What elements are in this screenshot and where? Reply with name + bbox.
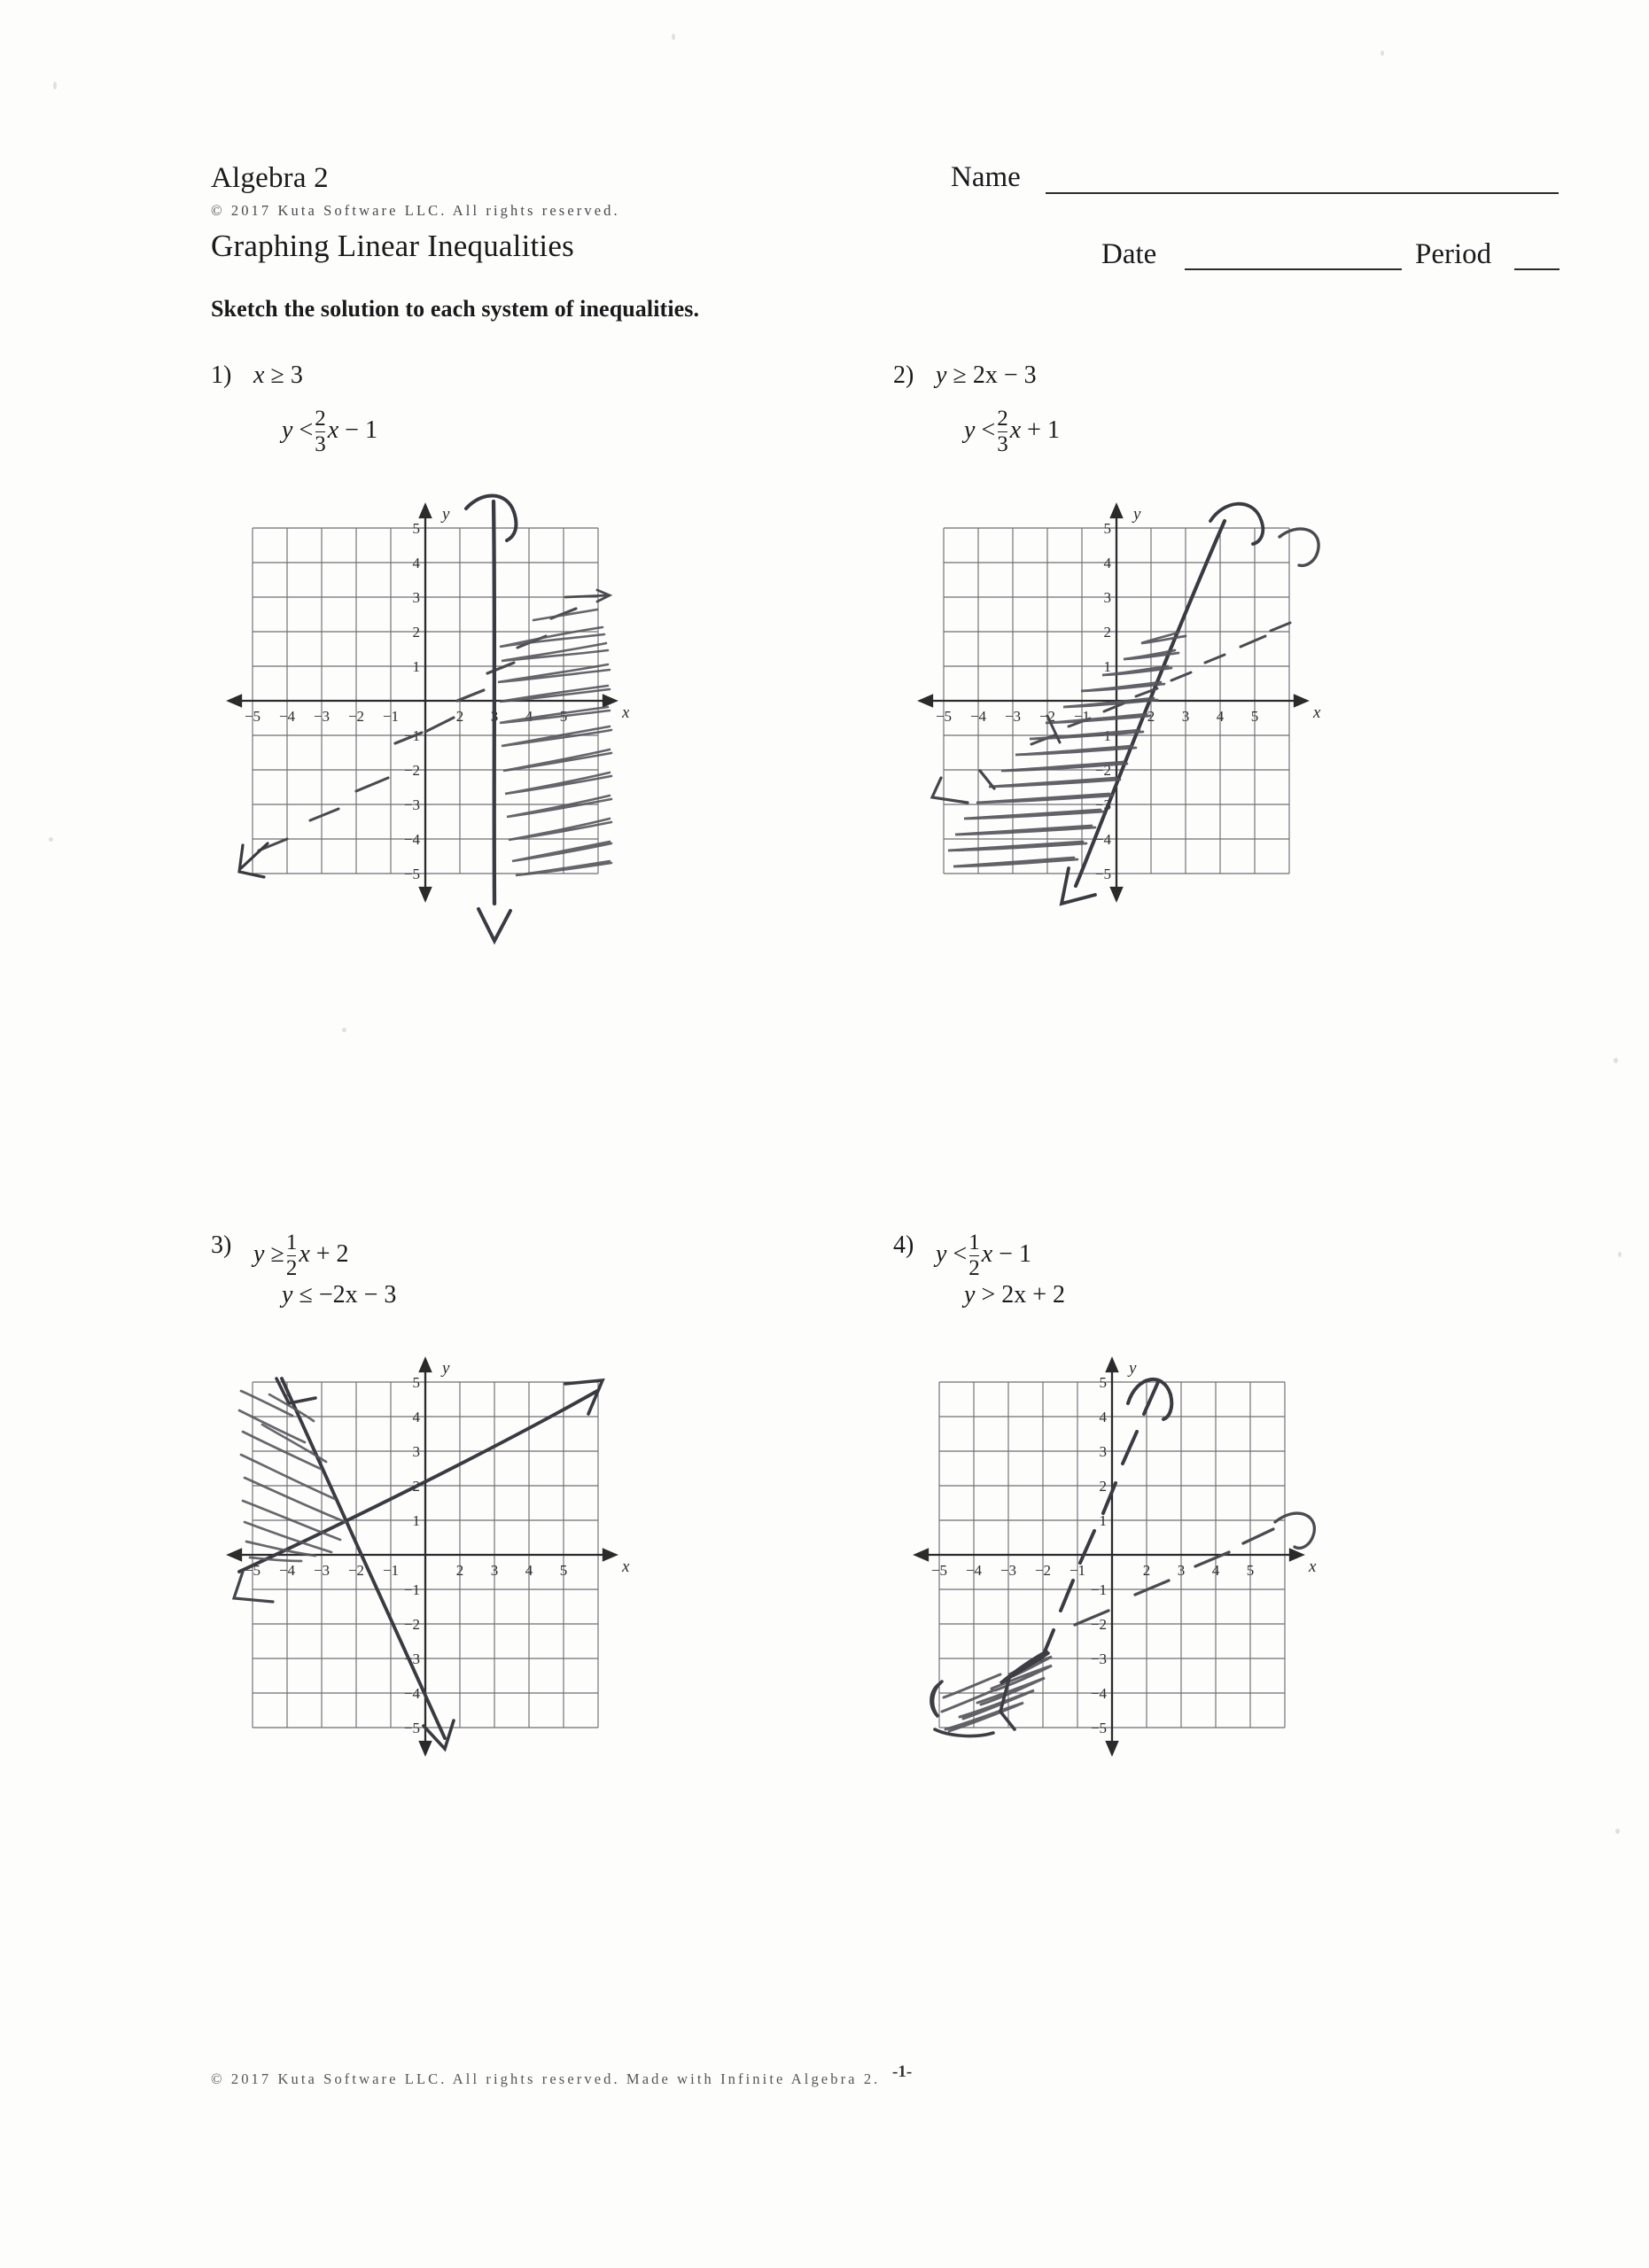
- svg-text:1: 1: [412, 658, 420, 675]
- date-input-rule[interactable]: [1185, 268, 1402, 270]
- scan-speck: [49, 837, 53, 842]
- svg-text:−3: −3: [313, 708, 331, 725]
- svg-text:−1: −1: [1069, 1562, 1086, 1579]
- boundary-arrowhead-lower: [239, 843, 268, 877]
- svg-text:4: 4: [1099, 1409, 1107, 1425]
- problem-3-inequality-2: y ≤ −2x − 3: [282, 1281, 397, 1309]
- svg-text:5: 5: [1246, 1562, 1255, 1579]
- svg-text:−4: −4: [1094, 831, 1111, 848]
- scan-speck: [1618, 1252, 1622, 1257]
- svg-text:−2: −2: [1090, 1616, 1107, 1633]
- fraction: $\frac{1}{2}$: [285, 1231, 298, 1280]
- svg-text:1: 1: [412, 1512, 420, 1529]
- problem-4-inequality-1: y < $\frac{1}{2}$ x − 1: [936, 1231, 1031, 1280]
- problem-4: [893, 1231, 1389, 1338]
- x-tick-labels: [931, 1562, 1254, 1579]
- svg-text:−5: −5: [244, 708, 261, 725]
- problem-3-number: 3): [211, 1231, 232, 1259]
- vertical-line-arrow-bottom: [478, 909, 510, 941]
- name-label: Name: [951, 161, 1021, 193]
- svg-text:−1: −1: [382, 1562, 400, 1579]
- svg-text:−5: −5: [1090, 1720, 1107, 1736]
- svg-text:4: 4: [525, 1562, 533, 1579]
- course-label: Algebra 2: [211, 162, 329, 194]
- dashed-boundary-line-shallow: [1075, 1529, 1273, 1625]
- svg-text:−2: −2: [347, 708, 365, 725]
- svg-text:1: 1: [1103, 658, 1111, 675]
- svg-text:2: 2: [455, 1562, 464, 1579]
- scan-speck: [342, 1028, 346, 1032]
- problem-1-inequality-1: x ≥ 3: [253, 361, 303, 389]
- svg-text:−4: −4: [403, 831, 420, 848]
- svg-text:5: 5: [559, 1562, 568, 1579]
- svg-text:−4: −4: [965, 1562, 983, 1579]
- svg-text:−4: −4: [278, 1562, 296, 1579]
- problem-4-inequality-2: y > 2x + 2: [964, 1281, 1066, 1309]
- problem-2: [893, 361, 1389, 468]
- svg-text:3: 3: [1177, 1562, 1186, 1579]
- x-tick-labels: [245, 1562, 567, 1579]
- scan-speck: [1614, 1058, 1618, 1063]
- svg-text:5: 5: [412, 520, 420, 537]
- svg-text:5: 5: [1103, 520, 1111, 537]
- svg-text:−4: −4: [1090, 1685, 1107, 1702]
- svg-text:3: 3: [490, 708, 499, 725]
- shading-scribble: [498, 610, 611, 875]
- problem-4-graph[interactable]: [908, 1340, 1334, 1809]
- scan-speck: [1615, 1829, 1620, 1834]
- y-axis-label: y: [442, 505, 450, 524]
- svg-text:−3: −3: [403, 796, 420, 813]
- problem-1-inequality-2: y < $\frac{2}{3}$ x − 1: [282, 407, 377, 456]
- svg-text:−3: −3: [1004, 708, 1022, 725]
- svg-text:4: 4: [525, 708, 533, 725]
- problem-2-graph[interactable]: [913, 485, 1329, 955]
- x-tick-labels: [936, 708, 1258, 725]
- dashed-line-arrow: [1280, 529, 1318, 565]
- svg-text:−2: −2: [1094, 762, 1111, 779]
- x-axis-label: x: [1313, 703, 1321, 722]
- x-axis-label: x: [622, 703, 629, 722]
- scan-speck: [53, 82, 57, 89]
- svg-text:2: 2: [412, 624, 420, 641]
- y-axis-label: y: [1133, 505, 1141, 524]
- svg-text:−2: −2: [403, 762, 420, 779]
- svg-text:2: 2: [412, 1478, 420, 1495]
- header-copyright: © 2017 Kuta Software LLC. All rights reserved.: [211, 202, 620, 219]
- y-axis-label: y: [1129, 1359, 1137, 1378]
- svg-text:2: 2: [1147, 708, 1155, 725]
- svg-text:−5: −5: [244, 1562, 261, 1579]
- svg-text:−1: −1: [382, 708, 400, 725]
- y-axis-label: y: [442, 1359, 450, 1378]
- svg-text:−3: −3: [1090, 1651, 1107, 1667]
- svg-text:5: 5: [559, 708, 568, 725]
- problem-4-number: 4): [893, 1231, 914, 1259]
- svg-text:−4: −4: [969, 708, 987, 725]
- svg-text:−5: −5: [935, 708, 953, 725]
- svg-text:2: 2: [455, 708, 464, 725]
- period-label: Period: [1415, 238, 1492, 270]
- instruction-text: Sketch the solution to each system of inequalities.: [211, 296, 700, 322]
- problem-1-graph[interactable]: [222, 485, 629, 955]
- shallow-line-arrow-right: [1275, 1513, 1314, 1548]
- svg-text:2: 2: [1099, 1478, 1107, 1495]
- fraction: $\frac{2}{3}$: [997, 407, 1008, 456]
- svg-text:−4: −4: [403, 1685, 420, 1702]
- svg-text:4: 4: [1211, 1562, 1220, 1579]
- problem-2-number: 2): [893, 361, 914, 389]
- svg-text:5: 5: [412, 1374, 420, 1391]
- svg-text:−2: −2: [347, 1562, 365, 1579]
- fraction: $\frac{2}{3}$: [315, 407, 326, 456]
- svg-text:−3: −3: [1000, 1562, 1017, 1579]
- page-title: Graphing Linear Inequalities: [211, 229, 574, 263]
- problem-3: [211, 1231, 707, 1338]
- svg-text:−1: −1: [1090, 1581, 1107, 1598]
- svg-text:4: 4: [412, 555, 420, 571]
- svg-text:3: 3: [1103, 589, 1111, 606]
- scan-speck: [672, 34, 675, 40]
- svg-text:−5: −5: [403, 1720, 420, 1736]
- svg-text:2: 2: [1142, 1562, 1151, 1579]
- date-label: Date: [1101, 238, 1157, 270]
- svg-text:3: 3: [1099, 1443, 1107, 1460]
- svg-text:−4: −4: [278, 708, 296, 725]
- period-input-rule[interactable]: [1514, 268, 1560, 270]
- svg-text:3: 3: [490, 1562, 499, 1579]
- svg-text:−5: −5: [1094, 866, 1111, 882]
- shading-scribble: [942, 1657, 1052, 1731]
- svg-text:−5: −5: [403, 866, 420, 882]
- svg-text:−2: −2: [1034, 1562, 1052, 1579]
- svg-text:−3: −3: [313, 1562, 331, 1579]
- name-input-rule[interactable]: [1046, 192, 1559, 194]
- svg-text:1: 1: [1099, 1512, 1107, 1529]
- svg-text:−2: −2: [1038, 708, 1056, 725]
- shading-scribble: [948, 633, 1186, 866]
- vertical-line-arrow-top: [466, 495, 516, 540]
- svg-text:4: 4: [1103, 555, 1111, 571]
- svg-text:3: 3: [1181, 708, 1190, 725]
- footer-copyright: © 2017 Kuta Software LLC. All rights reserved. Made with Infinite Algebra 2.: [211, 2070, 881, 2087]
- x-axis-label: x: [1309, 1557, 1317, 1576]
- problem-1-number: 1): [211, 361, 232, 389]
- svg-text:5: 5: [1099, 1374, 1107, 1391]
- svg-text:−2: −2: [403, 1616, 420, 1633]
- solid-boundary-line-2: [282, 1379, 445, 1738]
- svg-text:−1: −1: [403, 1581, 420, 1598]
- svg-text:−1: −1: [1073, 708, 1091, 725]
- region-arrow: [565, 590, 610, 602]
- svg-text:3: 3: [412, 589, 420, 606]
- svg-text:−3: −3: [403, 1651, 420, 1667]
- shading-outline: [931, 1651, 1048, 1736]
- svg-text:−1: −1: [403, 727, 420, 744]
- svg-text:4: 4: [1216, 708, 1225, 725]
- fraction: $\frac{1}{2}$: [968, 1231, 980, 1280]
- x-axis-label: x: [622, 1557, 630, 1576]
- scan-speck: [1381, 50, 1384, 56]
- svg-text:4: 4: [412, 1409, 420, 1425]
- svg-text:5: 5: [1250, 708, 1259, 725]
- svg-text:3: 3: [412, 1443, 420, 1460]
- page-number: -1-: [892, 2062, 913, 2081]
- problem-2-inequality-2: y < $\frac{2}{3}$ x + 1: [964, 407, 1060, 456]
- svg-text:2: 2: [1103, 624, 1111, 641]
- region-corner-mark: [932, 771, 994, 803]
- problem-3-graph[interactable]: [222, 1340, 638, 1809]
- problem-1: [211, 361, 707, 468]
- svg-text:−5: −5: [930, 1562, 948, 1579]
- problem-3-inequality-1: y ≥ $\frac{1}{2}$ x + 2: [253, 1231, 349, 1280]
- svg-text:−3: −3: [1094, 796, 1111, 813]
- problem-2-inequality-1: y ≥ 2x − 3: [936, 361, 1037, 389]
- svg-text:−1: −1: [1094, 727, 1111, 744]
